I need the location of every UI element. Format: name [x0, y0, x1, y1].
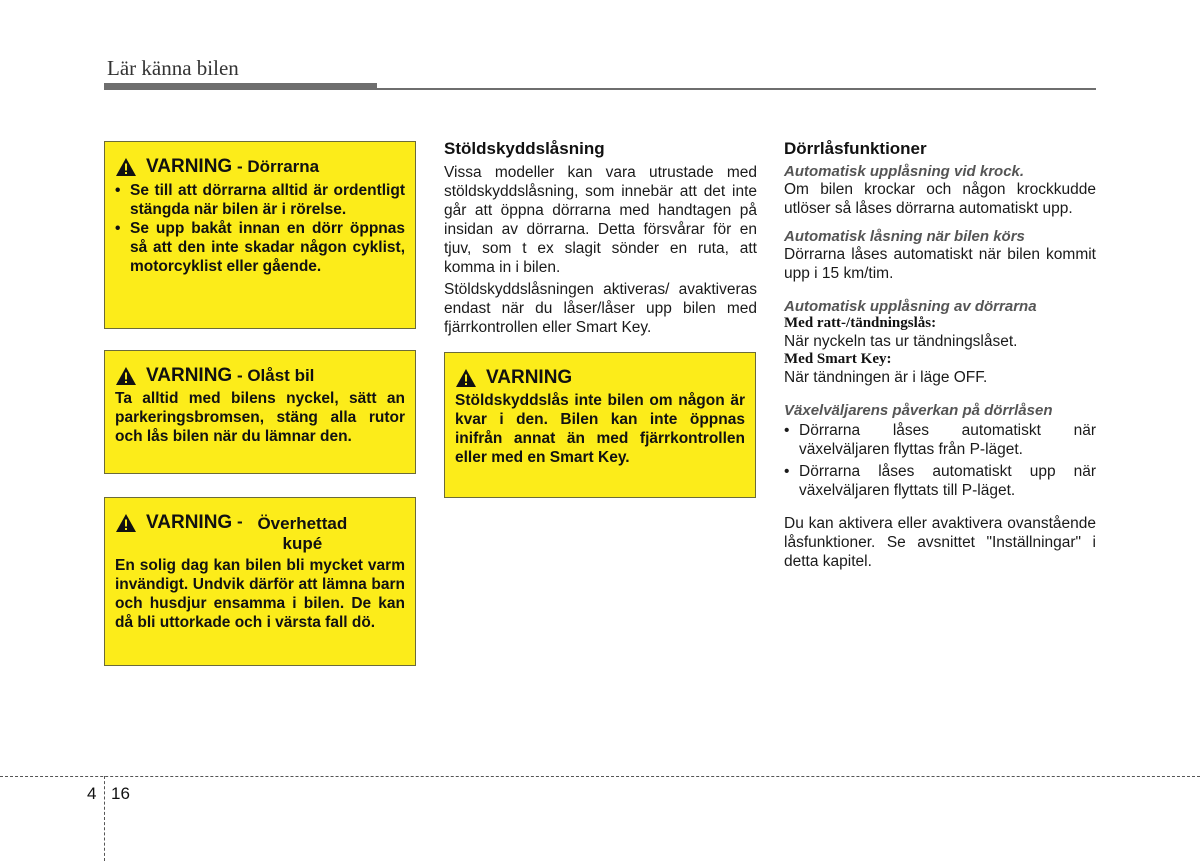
footer-dashed-divider: [104, 776, 105, 861]
warning-label: VARNING: [146, 365, 233, 386]
paragraph: Stöldskyddslåsningen aktiveras/ avaktiveras endast när du låser/låser upp bilen med fjärrkontrollen eller Smart Key.: [444, 281, 757, 336]
paragraph: Du kan aktivera eller avaktivera ovanstående låsfunktioner. Se avsnittet "Inställningar" i detta kapitel.: [784, 515, 1096, 570]
chapter-number: 4: [87, 784, 97, 803]
warning-bullet-list: [115, 181, 405, 276]
footer-dashed-rule: [0, 776, 1200, 777]
warning-label: VARNING: [486, 367, 573, 388]
list-item: • Dörrarna låses automatiskt upp när växelväljaren flyttats till P-läget.: [784, 462, 1096, 500]
warning-separator: -: [232, 366, 248, 385]
warning-bullet: • Se till att dörrarna alltid är ordentligt stängda när bilen är i rörelse.: [115, 181, 405, 219]
paragraph: När nyckeln tas ur tändningslåset.: [784, 333, 1018, 350]
subheading: Automatisk upplåsning vid krock.: [784, 163, 1025, 180]
warning-label: VARNING: [146, 156, 233, 177]
subheading: Automatisk låsning när bilen körs: [784, 228, 1025, 245]
subheading: Växelväljarens påverkan på dörrlåsen: [784, 402, 1053, 419]
warning-triangle-icon: [455, 368, 477, 388]
page-header-title: Lär känna bilen: [107, 56, 239, 80]
paragraph: Om bilen krockar och någon krockkudde utlöser så låses dörrarna automatiskt upp.: [784, 181, 1096, 217]
paragraph: När tändningen är i läge OFF.: [784, 369, 988, 386]
warning-label: VARNING: [146, 512, 233, 533]
warning-box-theft: [444, 352, 756, 498]
warning-box-unlocked: [104, 350, 416, 474]
warning-text: Ta alltid med bilens nyckel, sätt an parkeringsbromsen, stäng alla rutor och lås bilen när du lämnar den.: [115, 390, 405, 445]
paragraph: Dörrarna låses automatiskt när bilen kommit upp i 15 km/tim.: [784, 246, 1096, 282]
warning-separator: -: [232, 157, 248, 176]
warning-text: En solig dag kan bilen bli mycket varm invändigt. Undvik därför att lämna barn och husdjur ensamma i bilen. De kan då bli uttorkade och i värsta fall dö.: [115, 557, 405, 631]
header-rule-thin: [104, 88, 1096, 90]
warning-subject: Olåst bil: [247, 366, 315, 385]
list-item: • Dörrarna låses automatiskt när växelväljaren flyttas från P-läget.: [784, 421, 1096, 459]
warning-separator: -: [232, 512, 248, 531]
section-heading: Dörrlåsfunktioner: [784, 139, 927, 158]
warning-text: Stöldskyddslås inte bilen om någon är kvar i den. Bilen kan inte öppnas inifrån annat än med fjärrkontrollen eller med en Smart Key.: [455, 392, 745, 466]
warning-box-overheat: [104, 497, 416, 666]
subheading: Automatisk upplåsning av dörrarna: [784, 298, 1037, 315]
paragraph: Vissa modeller kan vara utrustade med stöldskyddslåsning, som innebär att det inte går att öppna dörrarna med handtagen på insidan av dörrarna. Detta försvårar för en tjuv, som t ex slagit sönder en ruta, att komma in i bilen.: [444, 164, 757, 276]
warning-box-doors: [104, 141, 416, 329]
right-column: [784, 139, 1096, 571]
warning-subject: Överhettad kupé: [257, 514, 348, 553]
warning-triangle-icon: [115, 157, 137, 177]
gear-bullet-list: [784, 421, 1096, 500]
label-smart-key: Med Smart Key:: [784, 351, 892, 367]
label-ignition-lock: Med ratt-/tändningslås:: [784, 315, 937, 331]
middle-column: [444, 139, 757, 337]
warning-triangle-icon: [115, 366, 137, 386]
warning-bullet: • Se upp bakåt innan en dörr öppnas så att den inte skadar någon cyklist, motorcyklist eller gående.: [115, 219, 405, 276]
warning-subject: Dörrarna: [247, 157, 320, 176]
section-heading: Stöldskyddslåsning: [444, 139, 605, 158]
warning-triangle-icon: [115, 513, 137, 533]
page-number: 16: [111, 784, 130, 803]
